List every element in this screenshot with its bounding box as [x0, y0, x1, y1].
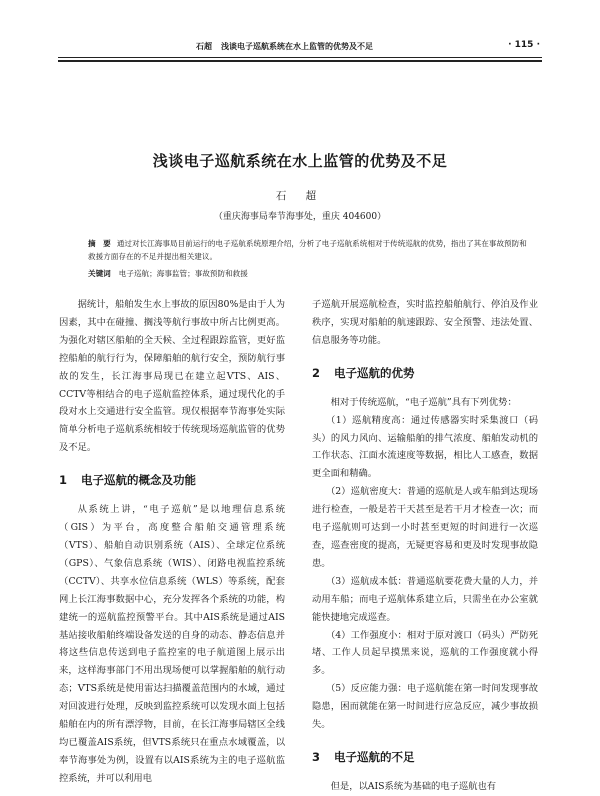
advantage-item-2: （2）巡航密度大：普通的巡航是人或车船到达现场进行检查，一般是若干天甚至是若干月才检查一次；而电子巡航则可达到一小时甚至更短的时间进行一次巡查，巡查密度的提高，无疑更容易和更及时发现事故隐患。: [312, 486, 538, 569]
keywords-text: 电子巡航；海事监管；事故预防和救援: [118, 269, 248, 278]
header-author: 石超: [196, 42, 212, 51]
running-header-text: [196, 41, 373, 52]
section-2-number: 2: [312, 365, 321, 380]
section-1-body: 从系统上讲，“电子巡航”是以地理信息系统（GIS）为平台，高度整合船舶交通管理系统（VTS）、船舶自动识别系统（AIS）、全球定位系统（GPS）、气象信息系统（WIS）、闭路电视监控系统（CCTV）、共享水位信息系统（WLS）等系统，配套网上长江海事数据中心，充分发挥各个系统的功能，构建统一的巡航监控预警平台。其中AIS系统是通过AIS基站接收船舶终端设备发送的自身的动态、静态信息并将这些信息传送到电子监控室的电子航道图上展示出来，这样海事部门不用出现场便可以掌握船舶的航行动态；VTS系统是使用雷达扫描覆盖范围内的水域，通过对回波进行处理，反映到监控系统可以发现水面上包括船舶在内的所有漂浮物，目前，在长江海事局辖区全线均已覆盖AIS系统，但VTS系统只在重点水域覆盖，以奉节海事处为例，设置有以AIS系统为主的电子巡航监控系统，并可以利用电: [59, 504, 285, 784]
section-3-heading: [312, 748, 538, 766]
author-affiliation: （重庆海事局奉节海事处，重庆 404600）: [213, 212, 387, 222]
page-number: · 115 ·: [508, 40, 540, 50]
abstract: [88, 237, 528, 263]
header-running-title: 浅谈电子巡航系统在水上监管的优势及不足: [221, 42, 373, 51]
header-rule-thin: [58, 57, 542, 58]
article-title: 浅谈电子巡航系统在水上监管的优势及不足: [152, 152, 448, 170]
section-2-heading: [312, 364, 538, 382]
section-1-title: 电子巡航的概念及功能: [81, 473, 196, 488]
advantage-item-4: （4）工作强度小：相对于原对渡口（码头）严防死堵、工作人员起早摸黑来说，巡航的工作强度就小得多。: [312, 629, 538, 677]
advantage-item-1: （1）巡航精度高：通过传感器实时采集渡口（码头）的风力风向、运输船舶的排气浓度、船舶发动机的工作状态、江面水流速度等数据，相比人工感查，数据更全面和精确。: [312, 414, 538, 480]
article-author: 石 超: [275, 190, 325, 202]
section-1-number: 1: [59, 473, 68, 488]
continued-paragraph: 子巡航开展巡航检查，实时监控船舶航行、停泊及作业秩序，实现对船舶的航速跟踪、安全预警、违法处置、信息服务等功能。: [312, 299, 538, 346]
section-2-intro: 相对于传统巡航，“电子巡航”具有下列优势：: [330, 396, 517, 408]
section-3-title: 电子巡航的不足: [334, 749, 415, 764]
section-3-body: 但是，以AIS系统为基础的电子巡航也有: [330, 780, 497, 792]
section-2-title: 电子巡航的优势: [334, 365, 415, 380]
section-1-heading: [59, 471, 285, 489]
intro-paragraph: 据统计，船舶发生水上事故的原因80%是由于人为因素，其中在碰撞、搁浅等航行事故中所占比例更高。为强化对辖区船舶的全天候、全过程跟踪监管，更好监控船舶的航行行为，保障船舶的航行安全，预防航行事故的发生，长江海事局现已在建立起VTS、AIS、CCTV等相结合的电子巡航监控体系，通过现代化的手段对水上交通进行安全监管。现仅根据奉节海事处实际简单分析电子巡航系统相较于传统现场巡航监管的优势及不足。: [59, 299, 285, 454]
section-3-number: 3: [312, 749, 321, 764]
left-column: [59, 296, 285, 788]
advantage-item-3: （3）巡航成本低：普通巡航要花费大量的人力，并动用车船；而电子巡航体系建立后，只需坐在办公室就能快捷地完成巡查。: [312, 575, 538, 623]
abstract-label: 摘 要: [88, 239, 111, 248]
keywords-label: 关键词: [88, 269, 111, 278]
advantage-item-5: （5）反应能力强：电子巡航能在第一时间发现事故隐患，困而就能在第一时间进行应急反应，减少事故损失。: [312, 683, 538, 731]
abstract-text: 通过对长江海事局目前运行的电子巡航系统原理介绍，分析了电子巡航系统相对于传统巡航的优势，指出了其在事故预防和救援方面存在的不足并提出相关建议。: [88, 239, 527, 261]
header-rule-thick: [58, 60, 542, 62]
keywords: [88, 268, 528, 279]
right-column: [312, 296, 538, 796]
running-header: [58, 38, 542, 62]
